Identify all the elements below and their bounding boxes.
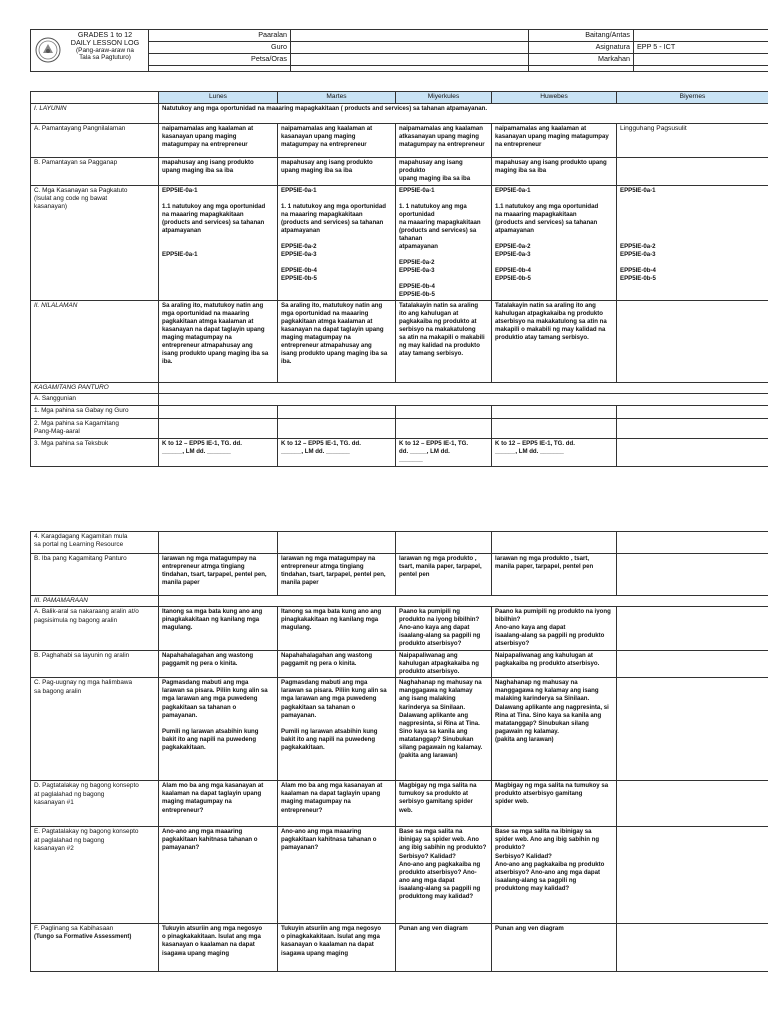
cell-lunes: Tukuyin atsuriin ang mga negosyo o pinagkakakitaan. Isulat ang mga kasanayan o kaalaman na dapat isagawa upang maging [159,924,278,972]
row-label-block [31,924,159,972]
teacher-label: Guro [149,42,291,54]
grade-field[interactable] [634,30,768,42]
cell-huwebes: K to 12 – EPP5 IE-1, TG. dd. ______, LM dd. _______ [492,438,617,466]
nilalaman-label: II. NILALAMAN [31,301,159,383]
cell-martes: naipamamalas ang kaalaman at kasanayan upang maging matagumpay na entrepreneur [278,123,396,157]
sanggunian-label: A. Sanggunian [31,394,159,405]
cell-miyerkules: mapahusay ang isang produkto upang maging iba sa iba [396,157,492,185]
paghahabi-row [31,651,768,678]
nilalaman-row [31,301,768,383]
kagamitang-pang-mag-aaral-label: 2. Mga pahina sa Kagamitang Pang-Mag-aaral [31,418,159,438]
kagamitang-panturo-row [31,383,768,394]
balik-aral-row [31,607,768,651]
kagamitang-panturo-label: KAGAMITANG PANTURO [31,383,159,394]
pamantayan-sa-pagganap-row [31,157,768,185]
cell-martes: Napahahalagahan ang wastong paggamit ng pera o kinita. [278,651,396,678]
cell-lunes: K to 12 – EPP5 IE-1, TG. dd. ______, LM dd. _______ [159,438,278,466]
cell-biyernes [617,554,768,596]
row-label: C. Pag-uugnay ng mga halimbawa sa bagong aralin [31,678,159,781]
header-title [63,31,147,61]
paglinang-row [31,924,768,972]
cell-lunes: larawan ng mga matagumpay na entrepreneur atmga tingiang tindahan, tsart, tarpapel, pentel pen, manila paper [159,554,278,596]
layunin-row [31,103,768,123]
day-miyerkules: Miyerkules [396,92,492,104]
cell-miyerkules: Punan ang ven diagram [396,924,492,972]
pamantayang-pangnilalaman-row [31,123,768,157]
cell-huwebes: EPP5IE-0a-1 1.1 natutukoy ang mga oportunidad na maaaring mapagkakitaan (products and services) sa tahanan atpamayanan EPP5IE-0a-2 EPP5IE-0a-3 EPP5IE-0b-4 EPP5IE-0b-5 [492,185,617,300]
header-title-line1: GRADES 1 to 12 [77,30,133,39]
day-biyernes: Biyernes [617,92,768,104]
subject-field[interactable]: EPP 5 - ICT [634,42,768,54]
cell-huwebes: larawan ng mga produkto , tsart, manila paper, tarpapel, pentel pen [492,554,617,596]
layunin-label: I. LAYUNIN [31,103,159,123]
row-sublabel: (Tungo sa Formative Assessment) [34,933,132,940]
row-label: A. Pamantayang Pangnilalaman [31,123,159,157]
cell-lunes: Alam mo ba ang mga kasanayan at kaalaman na dapat taglayin upang maging matagumpay na entrepreneur? [159,781,278,827]
cell-biyernes [617,827,768,924]
header-logo-cell [31,30,149,72]
row-label: C. Mga Kasanayan sa Pagkatuto (Isulat ang code ng bawat kasanayan) [31,185,159,300]
pagtatalakay-1-row [31,781,768,827]
cell-miyerkules: Tatalakayin natin sa araling ito ang kahulugan at pagkakaiba ng produkto at serbisyo na makakatulong sa atin na makapili o makabili ng may kalidad na produkto atay tamang serbisyo. [396,301,492,383]
pamamaraan-label: III. PAMAMARAAN [31,596,159,607]
cell-martes: EPP5IE-0a-1 1. 1 natutukoy ang mga oportunidad na maaaring mapagkakitaan (products and services) sa tahanan atpamayanan EPP5IE-0a-2 EPP5IE-0a-3 EPP5IE-0b-4 EPP5IE-0b-5 [278,185,396,300]
cell-huwebes: Naipapaliwanag ang kahulugan at pagkakaiba ng produkto atserbisyo. [492,651,617,678]
date-label: Petsa/Oras [149,54,291,66]
day-lunes: Lunes [159,92,278,104]
cell-lunes: Napahahalagahan ang wastong paggamit ng pera o kinita. [159,651,278,678]
cell-biyernes [617,607,768,651]
cell-martes: K to 12 – EPP5 IE-1, TG. dd. ______, LM dd. _______ [278,438,396,466]
cell-lunes: mapahusay ang isang produkto upang maging iba sa iba [159,157,278,185]
cell-miyerkules: naipamamalas ang kaalaman atkasanayan upang maging matagumpay na entrepreneur [396,123,492,157]
day-huwebes: Huwebes [492,92,617,104]
cell-miyerkules: Naghahanap ng mahusay na manggagawa ng kalamay ang isang malaking karinderya sa Sinilaan. Dalawang aplikante ang nagpresinta, si Rina at Tina. Sino kaya sa kanila ang matatanggap? Sinubukan silang pagawain ng kalamay. (pakita ang larawan) [396,678,492,781]
teksbuk-label: 3. Mga pahina sa Teksbuk [31,438,159,466]
header-title-line2: DAILY LESSON LOG [70,38,140,48]
cell-huwebes: Punan ang ven diagram [492,924,617,972]
cell-lunes: Pagmasdang mabuti ang mga larawan sa pisara. Piliin kung alin sa mga larawan ang mga puwedeng pagkakitaan sa tahanan o pamayanan. Pumili ng larawan atsabihin kung bakit ito ang napili na puwedeng pagkakakitaan. [159,678,278,781]
cell-miyerkules: Magbigay ng mga salita na tumukoy sa produkto at serbisyo gamitang spider web. [396,781,492,827]
cell-martes: Alam mo ba ang mga kasanayan at kaalaman na dapat taglayin upang maging matagumpay na entrepreneur? [278,781,396,827]
cell-biyernes [617,781,768,827]
cell-biyernes: EPP5IE-0a-1 EPP5IE-0a-2 EPP5IE-0a-3 EPP5IE-0b-4 EPP5IE-0b-5 [617,185,768,300]
cell-biyernes [617,651,768,678]
cell-huwebes: naipamamalas ang kaalaman at kasanayan upang maging matagumpay na entrepreneur [492,123,617,157]
lesson-log-table-page1 [30,91,768,467]
grade-label: Baitang/Antas [529,30,634,42]
quarter-label: Markahan [529,54,634,66]
pamamaraan-row [31,596,768,607]
cell-lunes: Sa araling ito, matutukoy natin ang mga oportunidad na maaaring pagkakitaan atmga kaalaman at kasanayan na dapat taglayin upang maging matagumpay na entrepreneur atmapahusay ang isang produkto upang maging iba sa iba. [159,301,278,383]
cell-martes: Ano-ano ang mga maaaring pagkakitaan kahitnasa tahanan o pamayanan? [278,827,396,924]
deped-seal-icon [35,37,61,63]
layunin-value: Natutukoy ang mga oportunidad na maaaring mapagkakitaan ( products and services) sa tahanan atpamayanan. [159,103,768,123]
cell-martes: larawan ng mga matagumpay na entrepreneur atmga tingiang tindahan, tsart, tarpapel, pentel pen, manila paper [278,554,396,596]
row-label: B. Paghahabi sa layunin ng aralin [31,651,159,678]
cell-martes: Pagmasdang mabuti ang mga larawan sa pisara. Piliin kung alin sa mga larawan ang mga puwedeng pagkakitaan sa tahanan o pamayanan. Pumili ng larawan atsabihin kung bakit ito ang napili na puwedeng pagkakakitaan. [278,678,396,781]
row-label: F. Paglinang sa Kabihasaan [34,925,114,933]
cell-huwebes: mapahusay ang isang produkto upang maging iba sa iba [492,157,617,185]
cell-biyernes [617,438,768,466]
day-header-row [31,92,768,104]
cell-biyernes [617,678,768,781]
teksbuk-row [31,438,768,466]
lesson-log-table-page2 [30,531,768,972]
header-title-line4: Tala sa Pagtuturo) [79,54,131,62]
cell-martes: Sa araling ito, matutukoy natin ang mga oportunidad na maaaring pagkakitaan atmga kaalaman at kasanayan na dapat taglayin upang maging matagumpay na entrepreneur atmapahusay ang isang produkto upang maging iba sa iba. [278,301,396,383]
gabay-ng-guro-label: 1. Mga pahina sa Gabay ng Guro [31,405,159,418]
cell-huwebes: Naghahanap ng mahusay na manggagawa ng kalamay ang isang malaking karinderya sa Sinilaan. Dalawang aplikante ang nagpresinta, si Rina at Tina. Sino kaya sa kanila ang matatanggap? Sinubukan silang pagawain ng kalamay. (pakita ang larawan) [492,678,617,781]
day-martes: Martes [278,92,396,104]
kasanayan-sa-pagkatuto-row [31,185,768,300]
cell-miyerkules: Naipapaliwanag ang kahulugan atpagkakaiba ng produkto atserbisyo. [396,651,492,678]
cell-miyerkules: larawan ng mga produkto , tsart, manila paper, tarpapel, pentel pen [396,554,492,596]
school-field[interactable] [291,30,529,42]
cell-lunes: naipamamalas ang kaalaman at kasanayan upang maging matagumpay na entrepreneur [159,123,278,157]
cell-miyerkules: Paano ka pumipili ng produkto na iyong bibilhin? Ano-ano kaya ang dapat isaalang-alang sa pagpili ng produkto atserbisyo? [396,607,492,651]
cell-biyernes [617,157,768,185]
cell-miyerkules: EPP5IE-0a-1 1. 1 natutukoy ang mga oportunidad na maaaring mapagkakitaan (products and services) sa tahanan atpamayanan EPP5IE-0a-2 EPP5IE-0a-3 EPP5IE-0b-4 EPP5IE-0b-5 [396,185,492,300]
sanggunian-row [31,394,768,405]
karagdagang-kagamitan-row [31,532,768,554]
cell-martes: Tukuyin atsuriin ang mga negosyo o pinagkakakitaan. Isulat ang mga kasanayan o kaalaman na dapat isagawa upang maging [278,924,396,972]
cell-huwebes: Base sa mga salita na ibinigay sa spider web. Ano ang ibig sabihin ng produkto? Serbisyo? Kalidad? Ano-ano ang pagkakaiba ng produkto atserbisyo? Ano-ano ang mga dapat isaalang-alang sa pagpili ng produktong may kalidad? [492,827,617,924]
cell-lunes: Ano-ano ang mga maaaring pagkakitaan kahitnasa tahanan o pamayanan? [159,827,278,924]
cell-miyerkules: K to 12 – EPP5 IE-1, TG. dd. _____, LM dd. _______ [396,438,492,466]
cell-martes: Itanong sa mga bata kung ano ang pinagkakakitaan ng kanilang mga magulang. [278,607,396,651]
quarter-field[interactable] [634,54,768,66]
kagamitang-pang-mag-aaral-row [31,418,768,438]
date-field[interactable] [291,54,529,66]
cell-lunes: Itanong sa mga bata kung ano ang pinagkakakitaan ng kanilang mga magulang. [159,607,278,651]
row-label: A. Balik-aral sa nakaraang aralin at/o pagsisimula ng bagong aralin [31,607,159,651]
teacher-field[interactable] [291,42,529,54]
subject-label: Asignatura [529,42,634,54]
cell-huwebes: Paano ka pumipili ng produkto na iyong bibilhin? Ano-ano kaya ang dapat isaalang-alang sa pagpili ng produkto atserbisyo? [492,607,617,651]
row-label: E. Pagtatalakay ng bagong konsepto at paglalahad ng bagong kasanayan #2 [31,827,159,924]
cell-martes: mapahusay ang isang produkto upang maging iba sa iba [278,157,396,185]
cell-huwebes: Tatalakayin natin sa araling ito ang kahulugan atpagkakaiba ng produkto atserbisyo na makakatulong sa atin na makapili o makabili ng may kalidad na produktio atay tamang serbisyo. [492,301,617,383]
iba-pang-kagamitan-row [31,554,768,596]
header-title-line3: (Pang-araw-araw na [76,47,134,55]
cell-biyernes: Lingguhang Pagsusulit [617,123,768,157]
pag-uugnay-row [31,678,768,781]
row-label: D. Pagtatalakay ng bagong konsepto at paglalahad ng bagong kasanayan #1 [31,781,159,827]
row-label: B. Iba pang Kagamitang Panturo [31,554,159,596]
header-table [30,29,768,72]
cell-biyernes [617,924,768,972]
cell-biyernes [617,301,768,383]
karagdagang-kagamitan-label: 4. Karagdagang Kagamitan mula sa portal ng Learning Resource [31,532,159,554]
pagtatalakay-2-row [31,827,768,924]
cell-huwebes: Magbigay ng mga salita na tumukoy sa produkto atserbisyo gamitang spider web. [492,781,617,827]
cell-lunes: EPP5IE-0a-1 1.1 natutukoy ang mga oportunidad na maaaring mapagkakitaan (products and services) sa tahanan atpamayanan EPP5IE-0a-1 [159,185,278,300]
row-label: B. Pamantayan sa Pagganap [31,157,159,185]
gabay-ng-guro-row [31,405,768,418]
cell-miyerkules: Base sa mga salita na ibinigay sa spider web. Ano ang ibig sabihin ng produkto? Serbisyo? Kalidad? Ano-ano ang pagkakaiba ng produkto atserbisyo? Ano- ano ang mga dapat isaalang-alang sa pagpili ng produktong may kalidad? [396,827,492,924]
school-label: Paaralan [149,30,291,42]
